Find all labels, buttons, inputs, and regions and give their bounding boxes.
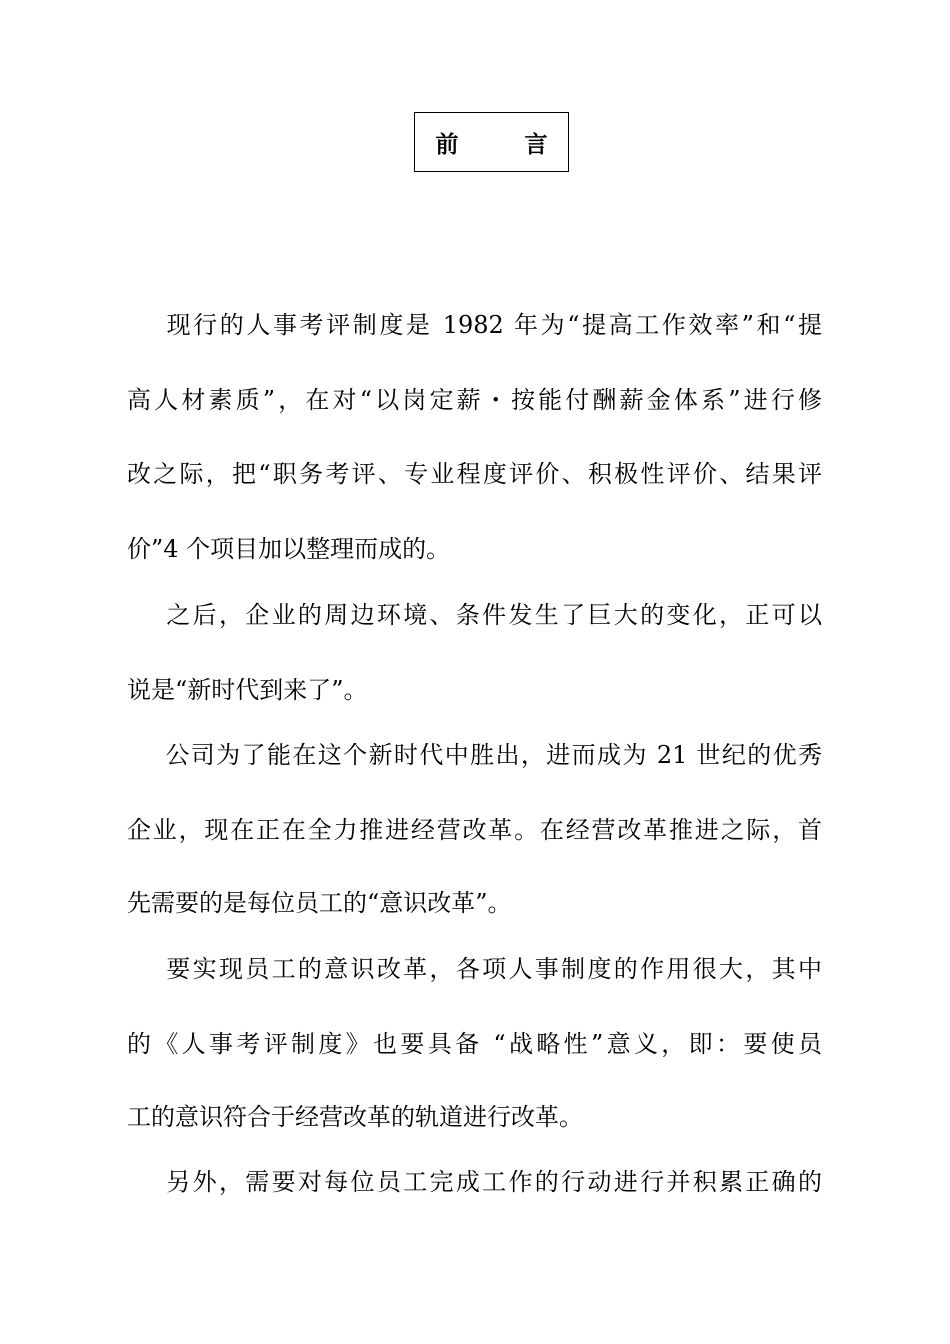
paragraph-3-line-1: 公司为了能在这个新时代中胜出，进而成为 21 世纪的优秀 [164,741,822,769]
title-char-2: 言 [524,131,548,158]
paragraph-5-line-1: 另外，需要对每位员工完成工作的行动进行并积累正确的 [164,1168,822,1196]
paragraph-4-line-2: 的《人事考评制度》也要具备 “战略性”意义，即：要使员 [127,1030,822,1058]
paragraph-4-line-1: 要实现员工的意识改革，各项人事制度的作用很大，其中 [164,955,822,983]
paragraph-3-line-2: 企业，现在正在全力推进经营改革。在经营改革推进之际，首 [127,816,822,844]
paragraph-4-line-3: 工的意识符合于经营改革的轨道进行改革。 [127,1103,583,1131]
paragraph-1-line-1: 现行的人事考评制度是 1982 年为“提高工作效率”和“提 [164,311,822,339]
title-box [414,112,569,172]
paragraph-3-line-3: 先需要的是每位员工的“意识改革”。 [127,889,512,917]
title-char-1: 前 [435,131,459,158]
paragraph-2-line-1: 之后，企业的周边环境、条件发生了巨大的变化，正可以 [164,601,822,629]
paragraph-2-line-2: 说是“新时代到来了”。 [127,676,368,704]
paragraph-1-line-2: 高人材素质”，在对“以岗定薪・按能付酬薪金体系”进行修 [127,386,822,414]
paragraph-1-line-3: 改之际，把“职务考评、专业程度评价、积极性评价、结果评 [127,460,822,488]
paragraph-1-line-4: 价”4 个项目加以整理而成的。 [127,535,451,563]
